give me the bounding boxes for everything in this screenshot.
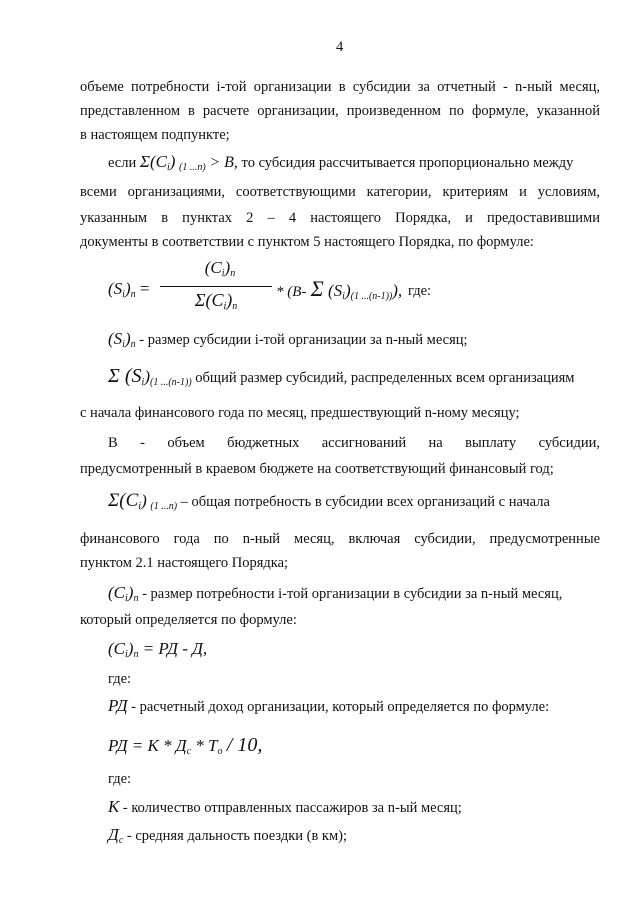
definition-b: B - объем бюджетных ассигнований на выплату субсидии, — [108, 435, 600, 451]
where-label: где: — [108, 671, 132, 687]
paragraph-line: с начала финансового года по месяц, предшествующий n-ному месяцу; — [80, 405, 520, 421]
where-label: где: — [108, 771, 132, 787]
subscript-range: (1 ...n) — [179, 162, 206, 173]
where-label: где: — [408, 283, 432, 299]
paragraph-line: указанным в пунктах 2 – 4 настоящего Порядка, и предоставившими — [80, 210, 600, 226]
paragraph-line: представленном в расчете организации, произведенном по формуле, указанной — [80, 103, 600, 119]
condition-text: то субсидия рассчитывается пропорционально между — [241, 155, 574, 171]
gt-b: > B, — [209, 154, 238, 171]
paragraph-line: документы в соответствии с пунктом 5 настоящего Порядка, по формуле: — [80, 234, 534, 250]
definition-rd: РД - расчетный доход организации, который определяется по формуле: — [108, 696, 550, 715]
paragraph-line: пунктом 2.1 настоящего Порядка; — [80, 555, 289, 571]
fraction-bar — [160, 286, 272, 287]
formula1-denominator: $\Sigma(C_i)_n$ — [194, 290, 238, 312]
formula1-rhs: * (B- Σ $(S_i)_{(1 ...(n-1))}$), — [276, 276, 403, 302]
paragraph-line: финансового года по n-ный месяц, включая субсидии, предусмотренные — [80, 531, 600, 547]
paragraph-line: в настоящем подпункте; — [80, 127, 230, 143]
sum-ci-symbol: Σ(C — [139, 152, 167, 171]
paragraph-line: всеми организациями, соответствующими категории, критериям и условиям, — [80, 184, 600, 200]
definition-c: $(C_i)_n$ - размер потребности i-той организации в субсидии за n-ный месяц, — [108, 583, 563, 604]
condition-line: если $\Sigma(C_i) _{(1 ...n)} > B$, то субсидия рассчитывается пропорционально между — [108, 152, 574, 173]
subscript-i: i — [166, 162, 170, 173]
if-word: если — [108, 155, 137, 171]
definition-dc: $Д_c$ - средняя дальность поездки (в км); — [108, 825, 348, 846]
paragraph-line: который определяется по формуле: — [80, 612, 297, 628]
formula1-numerator: $(C_i)_n$ — [204, 258, 236, 279]
formula1-lhs: $(S_i)_n$ = — [108, 279, 150, 300]
page-number: 4 — [336, 39, 344, 55]
formula2: $(C_i)_n$ = РД - Д, — [108, 639, 208, 660]
paragraph-line: объеме потребности i-той организации в субсидии за отчетный - n-ный месяц, — [80, 79, 600, 95]
formula3: РД = К * $Д_c * Т_o / 10$, — [108, 734, 263, 757]
definition-s: $(S_i)_n$ - размер субсидии i-той организации за n-ный месяц; — [108, 329, 468, 350]
definition-sum-c: $\Sigma(C_i)$ $_{(1 ...n)}$ – общая потребность в субсидии всех организаций с начала — [108, 490, 550, 512]
paragraph-line: предусмотренный в краевом бюджете на соответствующий финансовый год; — [80, 461, 554, 477]
definition-sum-s: Σ $(S_i)_{(1 ...(n-1))}$ общий размер субсидий, распределенных всем организациям — [108, 365, 575, 388]
definition-k: К - количество отправленных пассажиров за n-ый месяц; — [108, 797, 462, 816]
